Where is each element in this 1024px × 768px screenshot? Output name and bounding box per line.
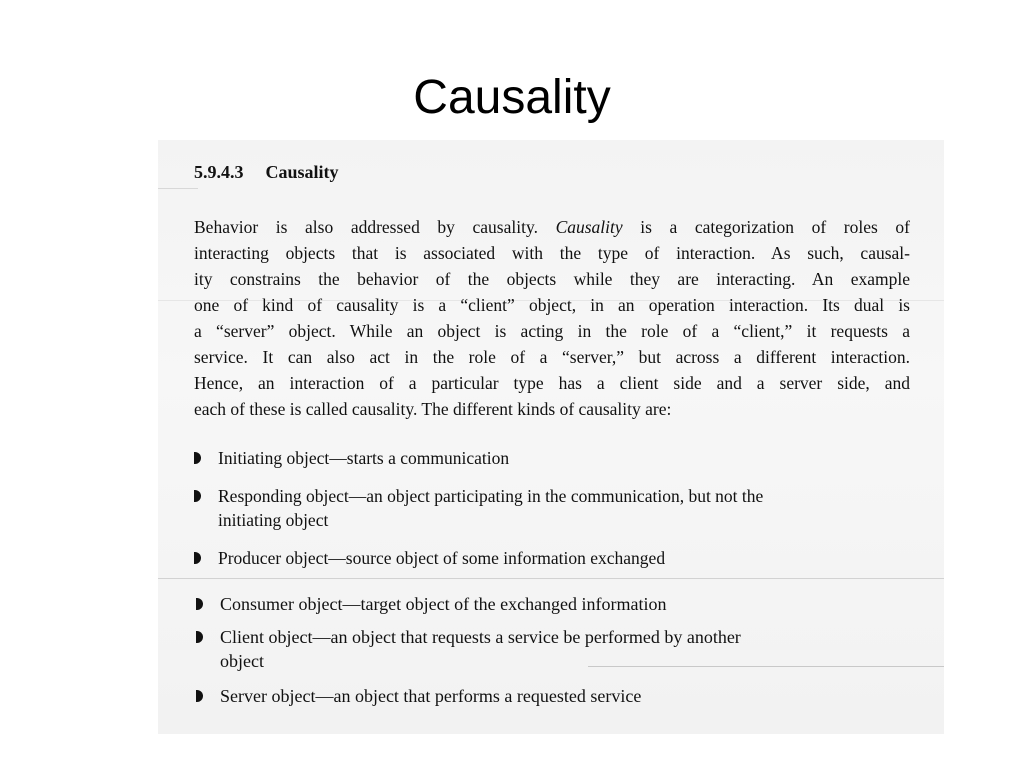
paragraph-line: Behavior is also addressed by causality. Causality is a categorization of roles of: [194, 217, 910, 237]
bullet-text: Server object—an object that performs a requested service: [220, 686, 642, 706]
bullet-item-client: [220, 625, 741, 673]
bullet-marker-icon: [196, 631, 203, 643]
body-paragraph: [194, 214, 910, 422]
bullet-item-producer: [218, 546, 665, 570]
bullet-item-consumer: [220, 592, 667, 616]
bullet-marker-icon: [194, 452, 201, 464]
bullet-item-initiating: [218, 446, 509, 470]
defined-term: Causality: [555, 217, 623, 237]
bullet-text: Consumer object—target object of the exchanged information: [220, 594, 667, 614]
bullet-text: Initiating object—starts a communication: [218, 448, 510, 468]
bullet-marker-icon: [194, 490, 201, 502]
bullet-text: Client object—an object that requests a service be performed by another: [220, 627, 741, 647]
bullet-text: object: [220, 651, 264, 671]
bullet-marker-icon: [196, 598, 203, 610]
section-heading: [194, 162, 339, 183]
paragraph-line: service. It can also act in the role of a “server,” but across a different interaction.: [194, 347, 910, 367]
document-page: [158, 140, 944, 734]
paragraph-line: interacting objects that is associated with the type of interaction. As such, causal-: [194, 243, 910, 263]
bullet-text: Producer object—source object of some information exchanged: [218, 548, 666, 568]
bullet-text: Responding object—an object participating in the communication, but not the: [218, 486, 764, 506]
paragraph-line: ity constrains the behavior of the objects while they are interacting. An example: [194, 269, 910, 289]
paragraph-line: one of kind of causality is a “client” object, in an operation interaction. Its dual is: [194, 295, 910, 315]
bullet-item-responding: [218, 484, 763, 532]
bullet-text: initiating object: [218, 510, 329, 530]
bullet-marker-icon: [196, 690, 203, 702]
section-title: Causality: [265, 162, 339, 182]
scanned-page-image: [158, 140, 944, 734]
slide-title: Causality: [413, 71, 611, 124]
bullet-item-server: [220, 684, 641, 708]
paragraph-line: Hence, an interaction of a particular type has a client side and a server side, and: [194, 373, 910, 393]
section-number: 5.9.4.3: [194, 162, 244, 182]
paragraph-line: each of these is called causality. The different kinds of causality are:: [194, 399, 672, 419]
bullet-marker-icon: [194, 552, 201, 564]
paragraph-line: a “server” object. While an object is acting in the role of a “client,” it requests a: [194, 321, 910, 341]
